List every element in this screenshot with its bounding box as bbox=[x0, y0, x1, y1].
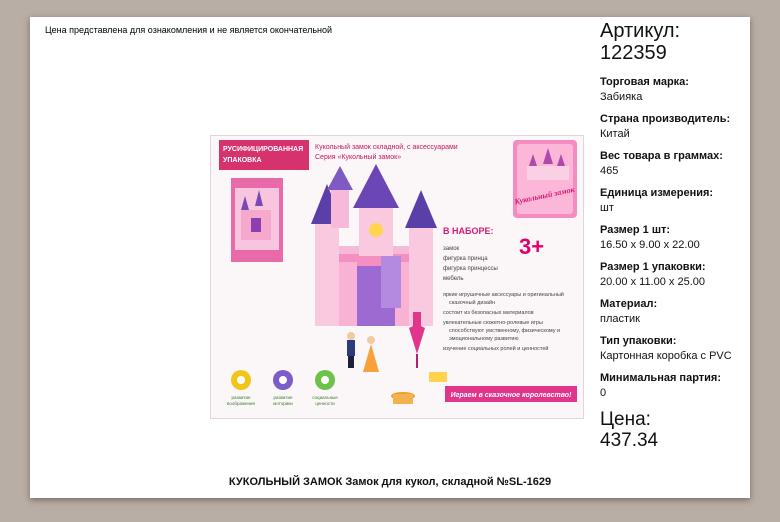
spec-label: Вес товара в граммах: bbox=[600, 150, 723, 162]
product-image bbox=[210, 135, 584, 419]
spec-label: Тип упаковки: bbox=[600, 335, 677, 347]
spec-country bbox=[600, 113, 748, 141]
icon-3-line-2: ценности bbox=[315, 401, 335, 406]
prince-figure bbox=[347, 332, 355, 368]
spec-value: 16.50 x 9.00 x 22.00 bbox=[600, 239, 700, 251]
badge-line-2: УПАКОВКА bbox=[223, 157, 262, 164]
spec-value: пластик bbox=[600, 313, 640, 325]
slogan-text: Играем в сказочное королевство! bbox=[450, 392, 572, 399]
spec-value: шт bbox=[600, 202, 614, 214]
icon-1-line-1: развитие bbox=[231, 395, 251, 400]
headline-line-2: Серия «Кукольный замок» bbox=[315, 154, 402, 161]
spec-label: Страна производитель: bbox=[600, 113, 731, 125]
article-value: 122359 bbox=[600, 42, 667, 64]
spec-value: 0 bbox=[600, 387, 607, 399]
castle-illustration bbox=[311, 164, 437, 326]
product-caption: КУКОЛЬНЫЙ ЗАМОК Замок для кукол, складной №SL-1629 bbox=[228, 476, 552, 488]
feature-3: состоит из безопасных материалов bbox=[443, 310, 534, 316]
headline-line-1: Кукольный замок складной, с аксессуарами bbox=[315, 144, 458, 151]
specs-panel bbox=[600, 20, 748, 451]
spec-min-batch bbox=[600, 372, 748, 400]
set-item-3: фигурка принцессы bbox=[443, 266, 498, 272]
icon-2-line-1: развитие bbox=[273, 395, 293, 400]
spec-value: 465 bbox=[600, 165, 619, 177]
feature-2: сказочный дизайн bbox=[449, 300, 496, 306]
spec-label: Минимальная партия: bbox=[600, 372, 721, 384]
spec-material bbox=[600, 298, 748, 326]
price-label: Цена: bbox=[600, 409, 651, 430]
princess-figure bbox=[363, 336, 379, 372]
spec-value: 20.00 x 11.00 x 25.00 bbox=[600, 276, 705, 288]
spec-value: Китай bbox=[600, 128, 630, 140]
spec-brand bbox=[600, 76, 748, 104]
social-values-icon bbox=[312, 370, 338, 406]
set-title: В НАБОРЕ: bbox=[443, 226, 494, 236]
icon-2-line-2: моторики bbox=[273, 401, 293, 406]
castle-logo bbox=[513, 140, 577, 218]
spec-label: Размер 1 шт: bbox=[600, 224, 671, 236]
article-label: Артикул: bbox=[600, 20, 681, 42]
spec-value: Забияка bbox=[600, 91, 643, 103]
spec-item-size bbox=[600, 224, 748, 252]
slogan-banner bbox=[445, 386, 577, 402]
spec-unit bbox=[600, 187, 748, 215]
spec-value: Картонная коробка с PVC bbox=[600, 350, 732, 362]
logo-text: Кукольный замок bbox=[513, 184, 576, 207]
spec-weight bbox=[600, 150, 748, 178]
price-value: 437.34 bbox=[600, 430, 659, 451]
set-item-4: мебель bbox=[443, 276, 464, 282]
set-item-1: замок bbox=[443, 246, 460, 252]
box-thumbnail bbox=[231, 178, 283, 262]
icon-3-line-1: социальные bbox=[312, 395, 338, 400]
age-rating: 3+ bbox=[519, 234, 545, 259]
russified-badge bbox=[219, 140, 309, 170]
spec-label: Материал: bbox=[600, 298, 658, 310]
feature-4: увлекательные сюжетно-ролевые игры bbox=[443, 320, 543, 326]
spec-package-type bbox=[600, 335, 748, 363]
feature-1: яркие игрушечные аксессуары и оригинальный bbox=[443, 292, 564, 298]
feature-7: изучение социальных ролей и ценностей bbox=[443, 346, 549, 352]
feature-5: способствуют умственному, физическому и bbox=[449, 328, 561, 334]
feature-6: эмоциональному развитию bbox=[449, 336, 519, 342]
price-disclaimer: Цена представлена для ознакомления и не является окончательной bbox=[45, 25, 333, 35]
spec-label: Единица измерения: bbox=[600, 187, 714, 199]
badge-line-1: РУСИФИЦИРОВАННАЯ bbox=[223, 146, 304, 153]
set-item-2: фигурка принца bbox=[443, 256, 488, 262]
spec-label: Размер 1 упаковки: bbox=[600, 261, 706, 273]
spec-package-size bbox=[600, 261, 748, 289]
imagination-icon bbox=[227, 370, 255, 406]
motor-skills-icon bbox=[273, 370, 293, 406]
icon-1-line-2: воображения bbox=[227, 401, 255, 406]
spec-label: Торговая марка: bbox=[600, 76, 689, 88]
product-sheet bbox=[30, 17, 750, 498]
